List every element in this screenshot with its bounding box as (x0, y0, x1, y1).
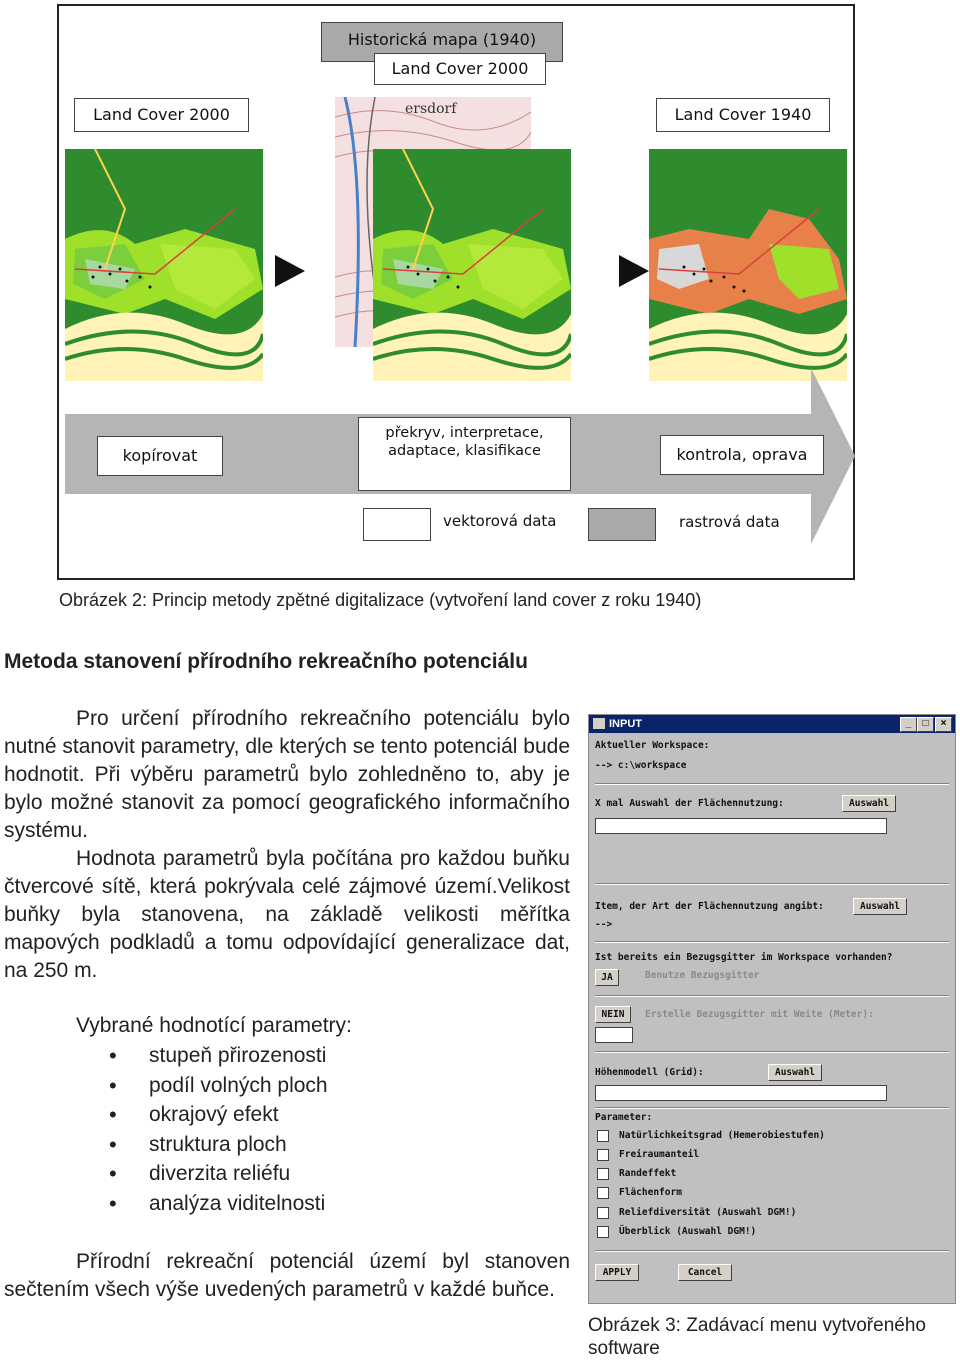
label-land-cover-1940: Land Cover 1940 (656, 98, 830, 132)
list-item: • podíl volných ploch (149, 1071, 328, 1101)
grid-width-input[interactable] (595, 1027, 633, 1043)
step-copy: kopírovat (97, 436, 223, 476)
label-land-cover-2000-left: Land Cover 2000 (74, 98, 249, 132)
auswahl-landuse-button[interactable]: Auswahl (842, 795, 896, 812)
list-item: • stupeň přirozenosti (149, 1041, 328, 1071)
paragraph-2: Hodnota parametrů byla počítána pro každou buňku čtvercové sítě, která pokrývala celé zájmové území.Velikost buňky byla stanovena, na základě velikosti měřítka mapových podkladů a tomu odpovídající generalizace dat, na 250 m. (4, 847, 570, 982)
legend-vector-swatch (363, 508, 431, 541)
divider (595, 941, 949, 943)
paragraph-1: Pro určení přírodního rekreačního potenciálu bylo nutné stanovit parametry, dle kterých se tento potenciál bude hodnotit. Při výběru parametrů bylo zohledněno to, aby je bylo možné stanovit za pomocí geografického informačního systému. (4, 707, 570, 842)
grid-question: Ist bereits ein Bezugsgitter im Workspace vorhanden? (595, 952, 893, 963)
ja-button[interactable]: JA (595, 969, 619, 986)
ja-description: Benutze Bezugsgitter (645, 970, 760, 981)
parameter-label: Parameter: (595, 1112, 653, 1123)
parameter-checkbox[interactable] (597, 1187, 609, 1199)
map-overlay (373, 149, 571, 381)
parameter-checkbox[interactable] (597, 1130, 609, 1142)
list-item: • okrajový efekt (149, 1100, 328, 1130)
close-icon[interactable]: × (935, 717, 952, 732)
parameter-checkbox[interactable] (597, 1168, 609, 1180)
divider (595, 783, 949, 785)
divider (595, 1107, 949, 1109)
arrow-right-icon (275, 255, 305, 287)
label-historic-map: Historická mapa (1940) (321, 22, 563, 62)
map-land-cover-2000 (65, 149, 263, 381)
parameter-checkbox[interactable] (597, 1226, 609, 1238)
app-icon (593, 718, 605, 729)
map-land-cover-1940 (649, 149, 847, 381)
cancel-button[interactable]: Cancel (678, 1264, 732, 1281)
list-title: Vybrané hodnotící parametry: (76, 1014, 352, 1037)
workspace-label: Aktueller Workspace: (595, 740, 710, 751)
paragraph-3: Přírodní rekreační potenciál území byl stanoven sečtením všech výše uvedených parametrů v každé buňce. (4, 1250, 570, 1301)
nein-description: Erstelle Bezugsgitter mit Weite (Meter): (645, 1009, 874, 1020)
auswahl-dem-button[interactable]: Auswahl (768, 1064, 822, 1081)
input-window (588, 714, 956, 1304)
parameter-list (149, 1041, 328, 1218)
legend-vector-label: vektorová data (443, 512, 557, 530)
divider (595, 1051, 949, 1053)
parameter-option: Reliefdiversität (Auswahl DGM!) (619, 1207, 797, 1218)
figure-2 (57, 4, 855, 580)
maximize-icon[interactable]: □ (917, 717, 934, 732)
window-title: INPUT (609, 718, 642, 730)
step-overlay: překryv, interpretace, adaptace, klasifikace (358, 417, 571, 491)
parameter-checkbox[interactable] (597, 1207, 609, 1219)
divider (595, 1250, 949, 1252)
arrow-right-icon (619, 255, 649, 287)
figure-2-caption: Obrázek 2: Princip metody zpětné digitalizace (vytvoření land cover z roku 1940) (59, 590, 702, 610)
map-place-name: ersdorf (405, 101, 457, 117)
list-item: • analýza viditelnosti (149, 1189, 328, 1219)
window-titlebar (589, 715, 955, 733)
figure-3-caption: Obrázek 3: Zadávací menu vytvořeného software (588, 1315, 926, 1359)
parameter-checkbox[interactable] (597, 1149, 609, 1161)
landuse-selection-label: X mal Auswahl der Flächennutzung: (595, 798, 784, 809)
divider (595, 883, 949, 885)
list-item: • struktura ploch (149, 1130, 328, 1160)
label-land-cover-2000-top: Land Cover 2000 (374, 53, 546, 85)
step-check: kontrola, oprava (660, 435, 824, 475)
legend-raster-label: rastrová data (679, 513, 780, 531)
item-value: --> (595, 919, 613, 930)
parameter-option: Flächenform (619, 1187, 682, 1198)
parameter-option: Freiraumanteil (619, 1149, 700, 1160)
dem-label: Höhenmodell (Grid): (595, 1067, 704, 1078)
auswahl-item-button[interactable]: Auswahl (853, 898, 907, 915)
divider (595, 995, 949, 997)
item-label: Item, der Art der Flächennutzung angibt: (595, 901, 824, 912)
apply-button[interactable]: APPLY (595, 1264, 639, 1281)
list-item: • diverzita reliéfu (149, 1159, 328, 1189)
section-heading: Metoda stanovení přírodního rekreačního potenciálu (4, 650, 528, 673)
minimize-icon[interactable]: _ (900, 717, 917, 732)
parameter-option: Natürlichkeitsgrad (Hemerobiestufen) (619, 1130, 825, 1141)
nein-button[interactable]: NEIN (595, 1006, 631, 1023)
parameter-option: Randeffekt (619, 1168, 677, 1179)
parameter-option: Überblick (Auswahl DGM!) (619, 1226, 757, 1237)
dem-input[interactable] (595, 1085, 887, 1101)
legend-raster-swatch (588, 508, 656, 541)
landuse-input[interactable] (595, 818, 887, 834)
workspace-value: --> c:\workspace (595, 760, 687, 771)
